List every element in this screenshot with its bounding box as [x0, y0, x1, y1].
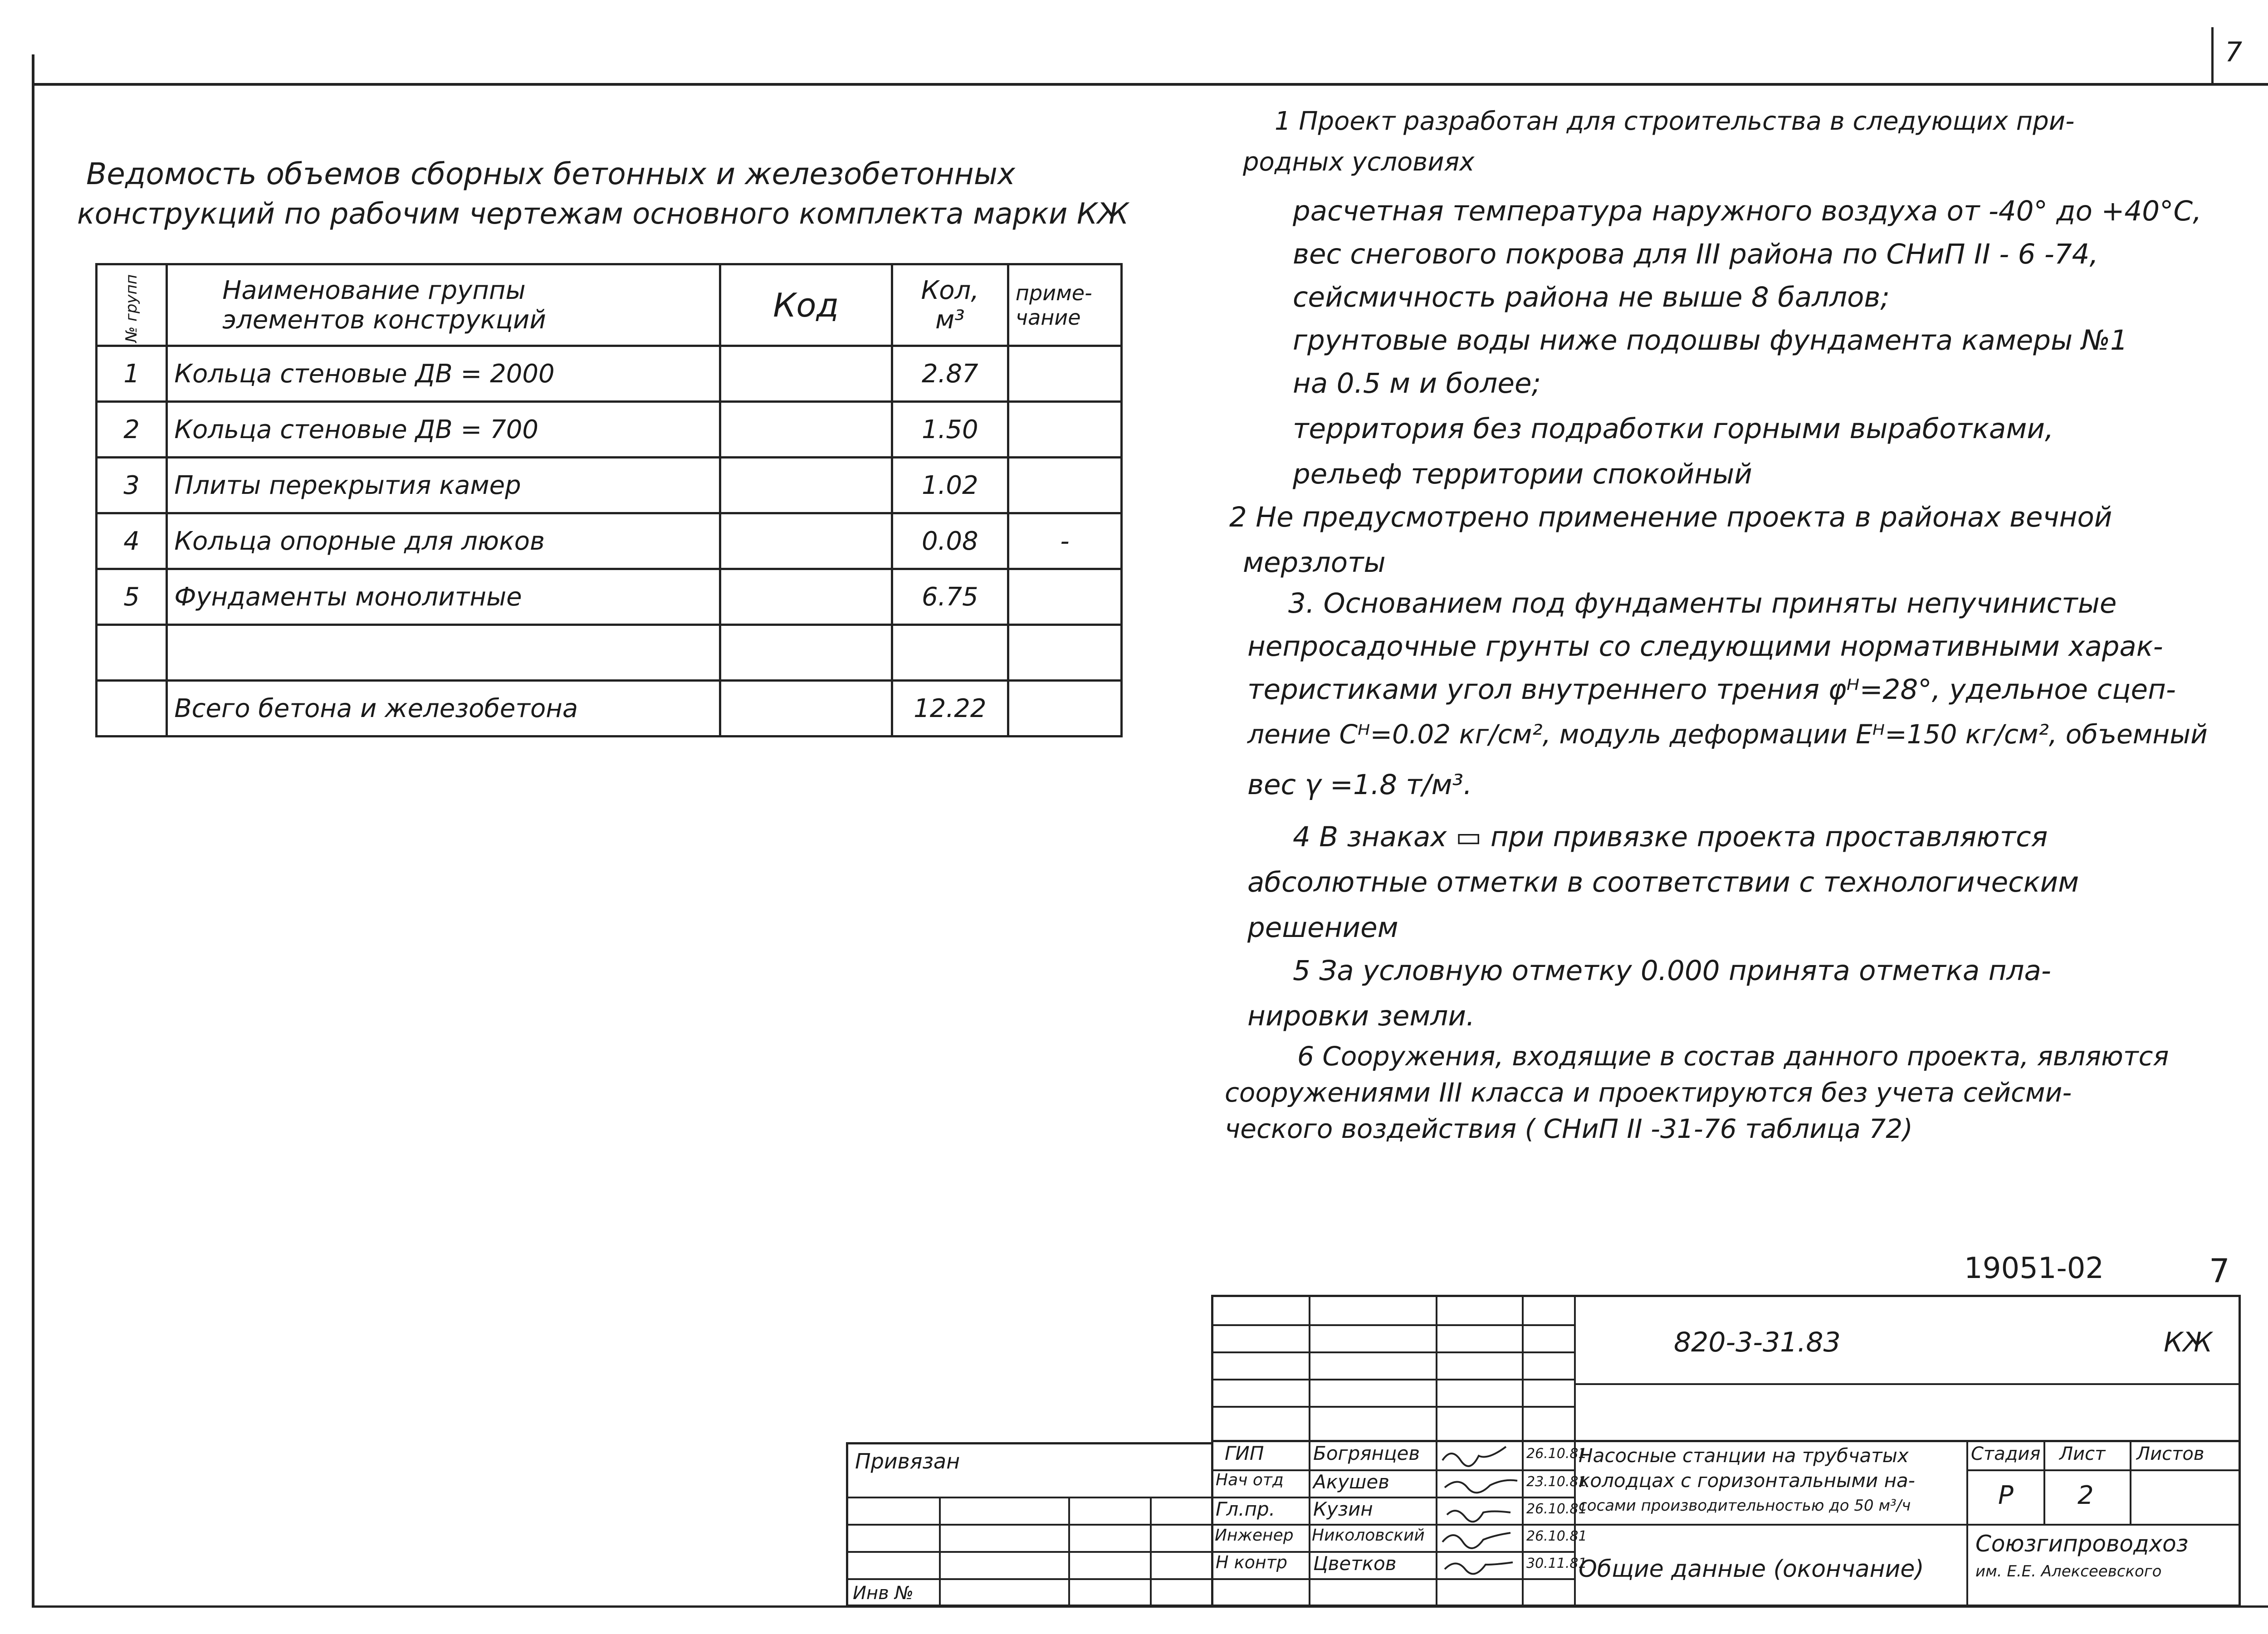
staff-date: 23.10.81 [1526, 1474, 1587, 1490]
row-qty: 1.02 [892, 458, 1008, 513]
total-name: Всего бетона и железобетона [167, 681, 720, 737]
note-line: грунтовые воды ниже подошвы фундамента камеры №1 [1293, 324, 2128, 356]
row-name: Фундаменты монолитные [167, 569, 720, 625]
sheet-label: Лист [2059, 1444, 2106, 1464]
staff-role: ГИП [1225, 1442, 1264, 1464]
row-code [720, 569, 892, 625]
table-row [97, 569, 1122, 625]
staff-name: Кузин [1313, 1498, 1373, 1520]
note-line: абсолютные отметки в соответствии с технологическим [1247, 866, 2079, 898]
staff-role: Инженер [1215, 1526, 1294, 1545]
table-row [97, 346, 1122, 402]
row-note [1008, 458, 1121, 513]
row-num: 5 [97, 569, 167, 625]
project-code: 820-3-31.83 [1674, 1327, 1841, 1358]
staff-name: Николовский [1312, 1526, 1425, 1545]
note-line: ление Сᴴ=0.02 кг/см², модуль деформации Еᴴ=150 кг/см², объемный [1247, 719, 2208, 750]
note-line: родных условиях [1243, 147, 1475, 177]
row-note [1008, 402, 1121, 458]
inv-label: Инв № [853, 1583, 914, 1604]
row-num: 1 [97, 346, 167, 402]
row-code [720, 458, 892, 513]
staff-date: 26.10.81 [1526, 1501, 1587, 1517]
header-note: приме- чание [1008, 264, 1121, 346]
note-line: вес γ =1.8 т/м³. [1247, 769, 1472, 801]
staff-role: Н контр [1216, 1552, 1287, 1572]
row-num: 4 [97, 513, 167, 569]
staff-name: Богрянцев [1313, 1442, 1420, 1464]
row-num [97, 625, 167, 681]
header-name: Наименование группы элементов конструкций [167, 264, 720, 346]
object-title-line2: колодцах с горизонтальными на- [1579, 1469, 1915, 1492]
note-line: 3. Основанием под фундаменты приняты непучинистые [1288, 587, 2117, 619]
row-note [1008, 625, 1121, 681]
note-line: непросадочные грунты со следующими нормативными харак- [1247, 630, 2163, 663]
project-mark: КЖ [2164, 1327, 2213, 1358]
note-line: сейсмичность района не выше 8 баллов; [1293, 281, 1890, 313]
signature-marks [1438, 1442, 1522, 1578]
row-num: 3 [97, 458, 167, 513]
row-code [720, 402, 892, 458]
row-num: 2 [97, 402, 167, 458]
table-row [97, 458, 1122, 513]
note-line: решением [1247, 912, 1398, 944]
note-line: 6 Сооружения, входящие в состав данного проекта, являются [1297, 1041, 2169, 1072]
note-line: 5 За условную отметку 0.000 принята отметка пла- [1293, 955, 2051, 987]
row-qty: 6.75 [892, 569, 1008, 625]
frame-right-tick [2211, 27, 2214, 84]
note-line: нировки земли. [1247, 1000, 1475, 1032]
row-note [1008, 681, 1121, 737]
note-line: территория без подработки горными выработками, [1293, 413, 2054, 445]
note-line: 2 Не предусмотрено применение проекта в районах вечной [1229, 501, 2112, 533]
note-line: 4 В знаках ▭ при привязке проекта проставляются [1293, 821, 2048, 853]
org-line2: им. Е.Е. Алексеевского [1975, 1562, 2162, 1580]
total-qty: 12.22 [892, 681, 1008, 737]
object-title-line1: Насосные станции на трубчатых [1579, 1444, 1909, 1467]
staff-role: Нач отд [1216, 1471, 1284, 1489]
stage-value: Р [1998, 1481, 2014, 1510]
row-qty: 0.08 [892, 513, 1008, 569]
row-qty: 2.87 [892, 346, 1008, 402]
volume-table [95, 263, 1123, 737]
note-line: вес снегового покрова для III района по СНиП II - 6 -74, [1293, 238, 2098, 270]
row-name: Кольца опорные для люков [167, 513, 720, 569]
row-name: Кольца стеновые ДВ = 2000 [167, 346, 720, 402]
sheets-label: Листов [2136, 1444, 2204, 1464]
stage-label: Стадия [1971, 1444, 2041, 1464]
staff-name: Акушев [1313, 1471, 1389, 1493]
row-note: - [1008, 513, 1121, 569]
staff-date: 26.10.81 [1526, 1446, 1587, 1462]
frame-left-border [32, 54, 34, 1605]
header-code: Код [720, 264, 892, 346]
row-name [167, 625, 720, 681]
sheet-value: 2 [2077, 1481, 2094, 1510]
row-qty [892, 625, 1008, 681]
table-row [97, 402, 1122, 458]
volume-table-title-line2: конструкций по рабочим чертежам основного комплекта марки КЖ [77, 197, 1129, 231]
row-code [720, 681, 892, 737]
page-number: 7 [2209, 1252, 2230, 1290]
corner-number: 7 [2225, 36, 2243, 68]
staff-name: Цветков [1313, 1552, 1397, 1575]
bound-label: Привязан [855, 1449, 960, 1473]
row-name: Кольца стеновые ДВ = 700 [167, 402, 720, 458]
table-row [97, 513, 1122, 569]
note-line: 1 Проект разработан для строительства в следующих при- [1275, 107, 2075, 136]
table-row [97, 625, 1122, 681]
note-line: рельеф территории спокойный [1293, 458, 1752, 490]
table-total-row [97, 681, 1122, 737]
row-code [720, 346, 892, 402]
org-line1: Союзгипроводхоз [1975, 1531, 2189, 1557]
row-note [1008, 569, 1121, 625]
row-code [720, 625, 892, 681]
staff-date: 26.10.81 [1526, 1528, 1587, 1544]
note-line: мерзлоты [1243, 546, 1386, 579]
sheet-title: Общие данные (окончание) [1579, 1556, 1924, 1583]
row-qty: 1.50 [892, 402, 1008, 458]
row-num [97, 681, 167, 737]
frame-top-border [32, 83, 2268, 86]
object-title-line3: сосами производительностью до 50 м³/ч [1579, 1497, 1911, 1515]
volume-table-title-line1: Ведомость объемов сборных бетонных и железобетонных [86, 156, 1015, 191]
header-qty: Кол, м³ [892, 264, 1008, 346]
row-code [720, 513, 892, 569]
note-line: расчетная температура наружного воздуха от -40° до +40°С, [1293, 195, 2202, 227]
note-line: ческого воздействия ( СНиП II -31-76 таблица 72) [1225, 1113, 1913, 1144]
volume-table-header [97, 264, 1122, 346]
staff-date: 30.11.81 [1526, 1556, 1587, 1571]
row-note [1008, 346, 1121, 402]
note-line: сооружениями III класса и проектируются без учета сейсми- [1225, 1077, 2072, 1108]
doc-code: 19051-02 [1964, 1252, 2104, 1285]
staff-role: Гл.пр. [1216, 1498, 1276, 1520]
row-name: Плиты перекрытия камер [167, 458, 720, 513]
note-line: на 0.5 м и более; [1293, 367, 1541, 400]
note-line: теристиками угол внутреннего трения φᴴ=28°, удельное сцеп- [1247, 673, 2176, 706]
header-num: № групп [97, 264, 167, 346]
